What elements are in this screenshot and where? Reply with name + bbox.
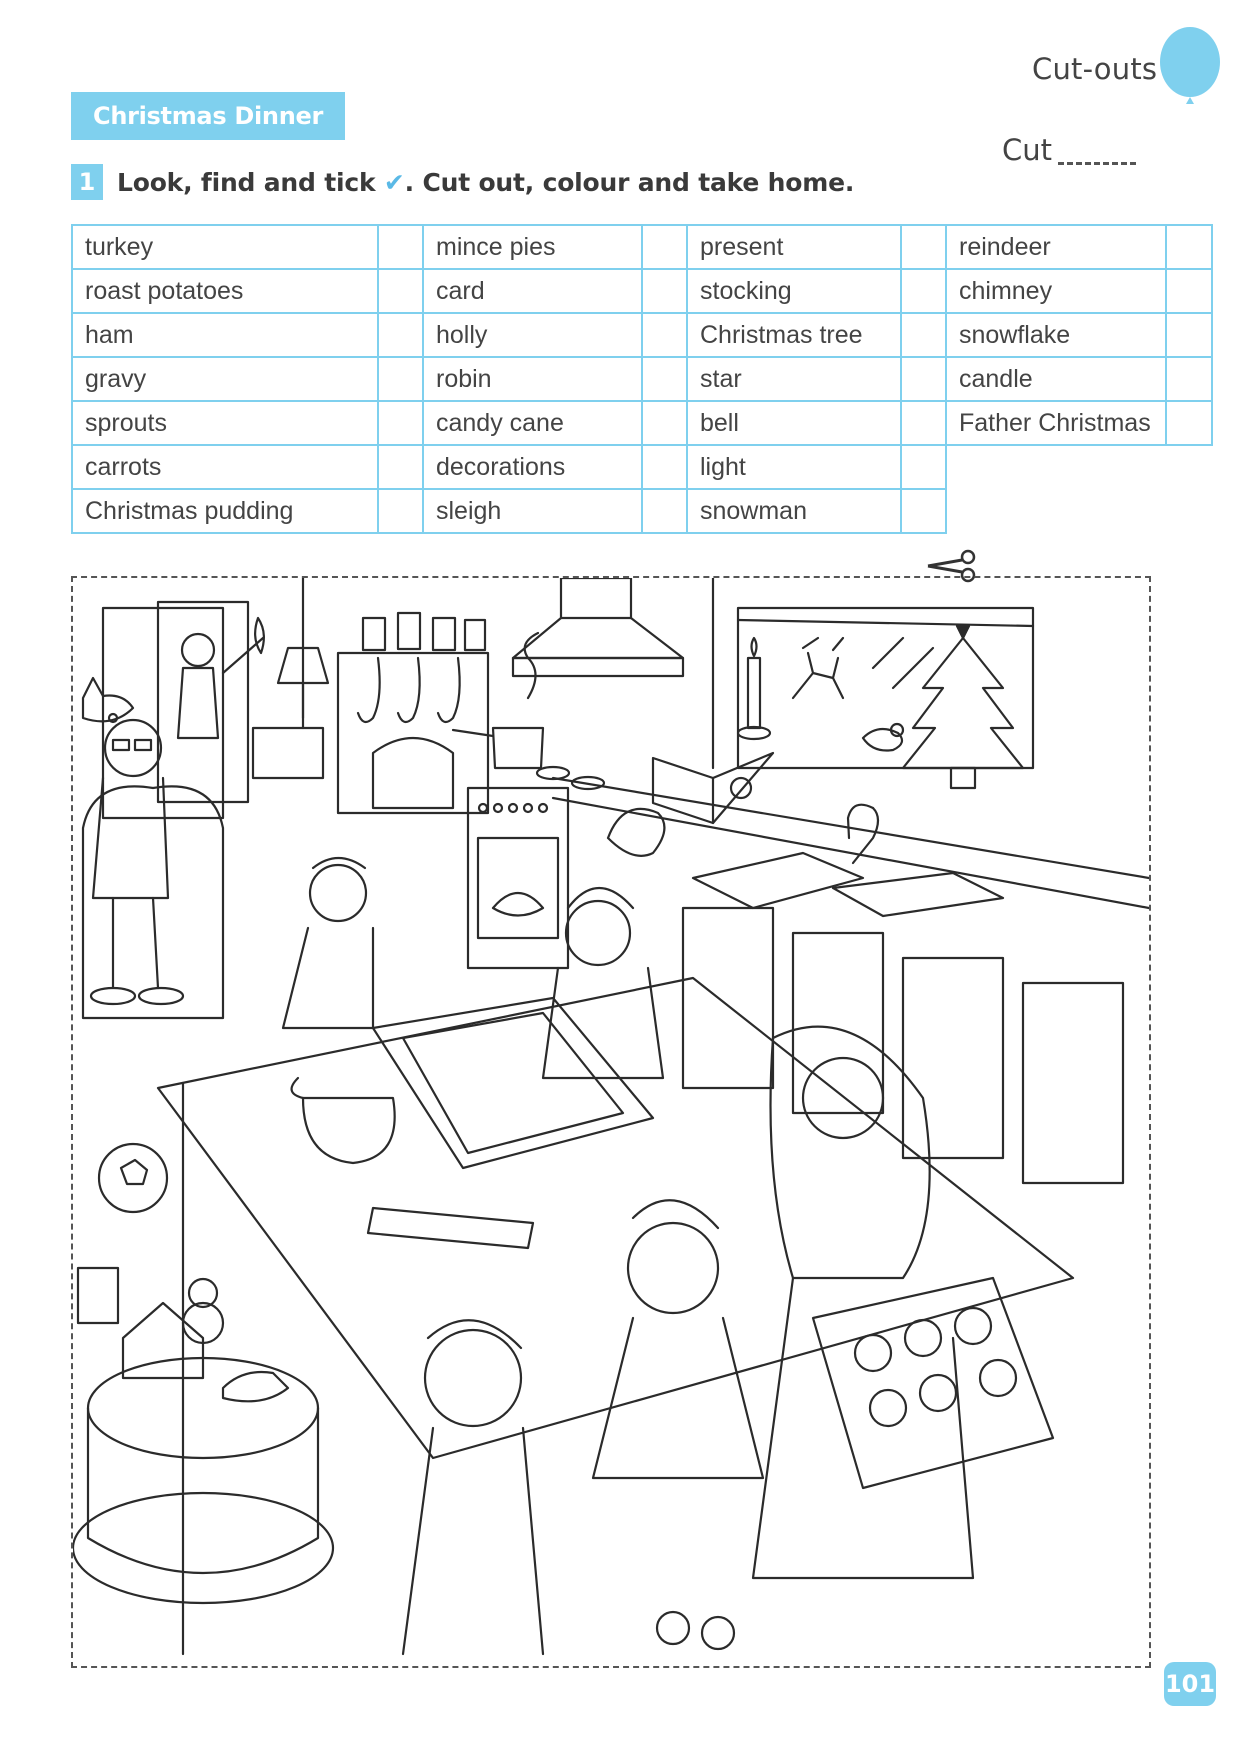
word-cell: snowman — [687, 489, 901, 533]
tick-box[interactable] — [1166, 225, 1212, 269]
word-cell: chimney — [946, 269, 1166, 313]
instruction-text: Look, find and tick — [117, 167, 376, 197]
tick-box[interactable] — [1166, 357, 1212, 401]
word-cell: gravy — [72, 357, 378, 401]
kitchen-scene-illustration — [73, 578, 1149, 1666]
table-row — [72, 401, 1212, 445]
tick-box[interactable] — [378, 445, 423, 489]
tick-box[interactable] — [378, 269, 423, 313]
tick-box[interactable] — [901, 313, 946, 357]
table-row — [72, 313, 1212, 357]
check-icon: ✔ — [383, 167, 405, 197]
word-cell: turkey — [72, 225, 378, 269]
word-cell: present — [687, 225, 901, 269]
tick-box[interactable] — [901, 401, 946, 445]
balloon-icon — [1158, 26, 1222, 112]
word-cell: Father Christmas — [946, 401, 1166, 445]
tick-box[interactable] — [642, 357, 687, 401]
word-cell: Christmas tree — [687, 313, 901, 357]
word-cell: roast potatoes — [72, 269, 378, 313]
cut-label: Cut — [1002, 133, 1052, 167]
tick-box[interactable] — [1166, 313, 1212, 357]
word-cell: ham — [72, 313, 378, 357]
table-row — [72, 269, 1212, 313]
tick-box[interactable] — [378, 489, 423, 533]
table-row — [72, 445, 1212, 489]
table-row — [72, 357, 1212, 401]
table-row — [72, 489, 1212, 533]
word-cell: candy cane — [423, 401, 642, 445]
tick-box[interactable] — [642, 269, 687, 313]
word-cell: robin — [423, 357, 642, 401]
word-cell: reindeer — [946, 225, 1166, 269]
tick-box[interactable] — [901, 489, 946, 533]
tick-box[interactable] — [642, 313, 687, 357]
word-cell: sprouts — [72, 401, 378, 445]
tick-box[interactable] — [642, 225, 687, 269]
tick-box[interactable] — [378, 357, 423, 401]
word-cell: candle — [946, 357, 1166, 401]
section-label: Cut-outs — [1032, 52, 1158, 86]
cut-answer-line — [1058, 162, 1136, 165]
tick-box[interactable] — [378, 225, 423, 269]
word-cell: stocking — [687, 269, 901, 313]
page-title: Christmas Dinner — [71, 92, 345, 140]
word-cell: Christmas pudding — [72, 489, 378, 533]
word-cell: decorations — [423, 445, 642, 489]
word-cell: bell — [687, 401, 901, 445]
word-cell: sleigh — [423, 489, 642, 533]
tick-box[interactable] — [642, 401, 687, 445]
tick-box[interactable] — [901, 269, 946, 313]
tick-box[interactable] — [642, 445, 687, 489]
exercise-instruction — [71, 163, 854, 201]
table-row — [72, 225, 1212, 269]
instruction-text-rest: . Cut out, colour and take home. — [404, 167, 855, 197]
cutout-area — [71, 576, 1151, 1668]
word-cell: star — [687, 357, 901, 401]
tick-box[interactable] — [901, 445, 946, 489]
tick-box[interactable] — [901, 225, 946, 269]
tick-box[interactable] — [1166, 269, 1212, 313]
word-cell: mince pies — [423, 225, 642, 269]
tick-box[interactable] — [378, 313, 423, 357]
tick-box[interactable] — [642, 489, 687, 533]
tick-box[interactable] — [1166, 401, 1212, 445]
word-cell: holly — [423, 313, 642, 357]
word-cell: carrots — [72, 445, 378, 489]
page-number: 101 — [1164, 1662, 1216, 1706]
word-cell: snowflake — [946, 313, 1166, 357]
word-checklist-table — [71, 224, 1213, 534]
tick-box[interactable] — [901, 357, 946, 401]
word-cell: card — [423, 269, 642, 313]
word-cell: light — [687, 445, 901, 489]
tick-box[interactable] — [378, 401, 423, 445]
exercise-number: 1 — [71, 164, 103, 200]
